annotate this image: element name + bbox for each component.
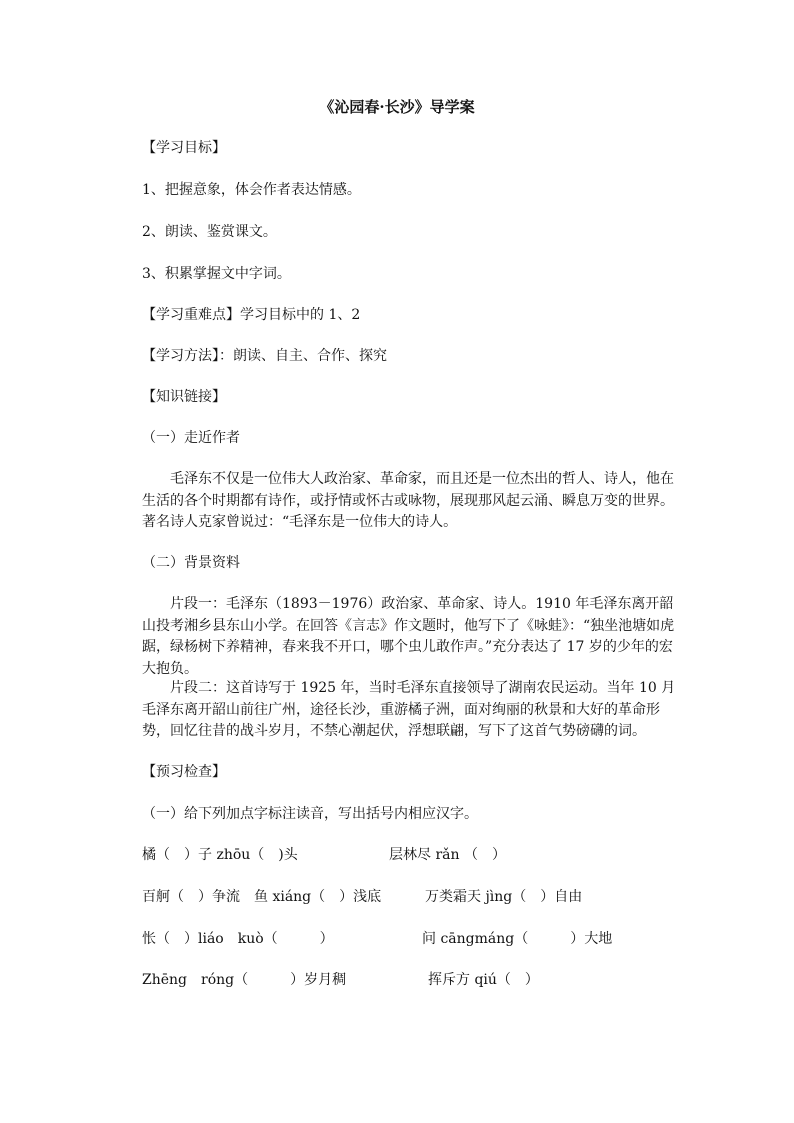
preview-instruction: （一）给下列加点字标注读音，写出括号内相应汉字。 [142,806,478,822]
knowledge-heading: 【知识链接】 [142,389,226,405]
exercise-item: 挥斥方 qiú（ ） [428,972,539,988]
goal-item: 1、把握意象，体会作者表达情感。 [142,182,361,198]
document-title: 《沁园春·长沙》导学案 [319,98,475,116]
author-paragraph: 毛泽东不仅是一位伟大人政治家、革命家，而且还是一位杰出的哲人、诗人，他在生活的各个时期都有诗作，或抒情或怀古或咏物，展现那风起云涌、瞬息万变的世界。著名诗人克家曾说过：“毛泽东是一位伟大的诗人。 [142,471,674,530]
background-fragment-1: 片段一：毛泽东（1893－1976）政治家、革命家、诗人。1910 年毛泽东离开韶山投考湘乡县东山小学。在回答《言志》作文题时，他写下了《咏蛙》：“独坐池塘如虎踞，绿杨树下养精神，春来我不开口，哪个虫儿敢作声。”充分表达了 17 岁的少年的宏大抱负。 [142,596,675,677]
author-heading: （一）走近作者 [142,430,240,446]
exercise-item: 橘（ ）子 zhōu（ )头 [142,847,298,863]
preview-heading: 【预习检查】 [142,764,226,780]
exercise-item: 万类霜天 jìng（ ）自由 [425,889,583,905]
goal-item: 3、积累掌握文中字词。 [142,266,291,282]
goals-heading: 【学习目标】 [142,140,226,156]
goal-item: 2、朗读、鉴赏课文。 [142,224,277,240]
exercise-item: 层林尽 rǎn （ ） [389,847,506,863]
exercise-item: 怅（ ）liáo kuò（ ） [142,931,334,947]
exercise-item: 百舸（ ）争流 鱼 xiáng（ ）浅底 [142,889,382,905]
background-fragment-2: 片段二：这首诗写于 1925 年，当时毛泽东直接领导了湖南农民运动。当年 10 月毛泽东离开韶山前往广州，途径长沙，重游橘子洲，面对绚丽的秋景和大好的革命形势，回忆往昔的战斗岁月，不禁心潮起伏，浮想联翩，写下了这首气势磅礴的词。 [142,680,676,739]
exercise-item: 问 cāngmáng（ ）大地 [422,931,613,947]
background-heading: （二）背景资料 [142,555,240,571]
learning-methods: 【学习方法】：朗读、自主、合作、探究 [142,348,387,364]
key-points: 【学习重难点】学习目标中的 1、2 [142,307,361,323]
exercise-item: Zhēng róng（ ）岁月稠 [142,972,347,988]
